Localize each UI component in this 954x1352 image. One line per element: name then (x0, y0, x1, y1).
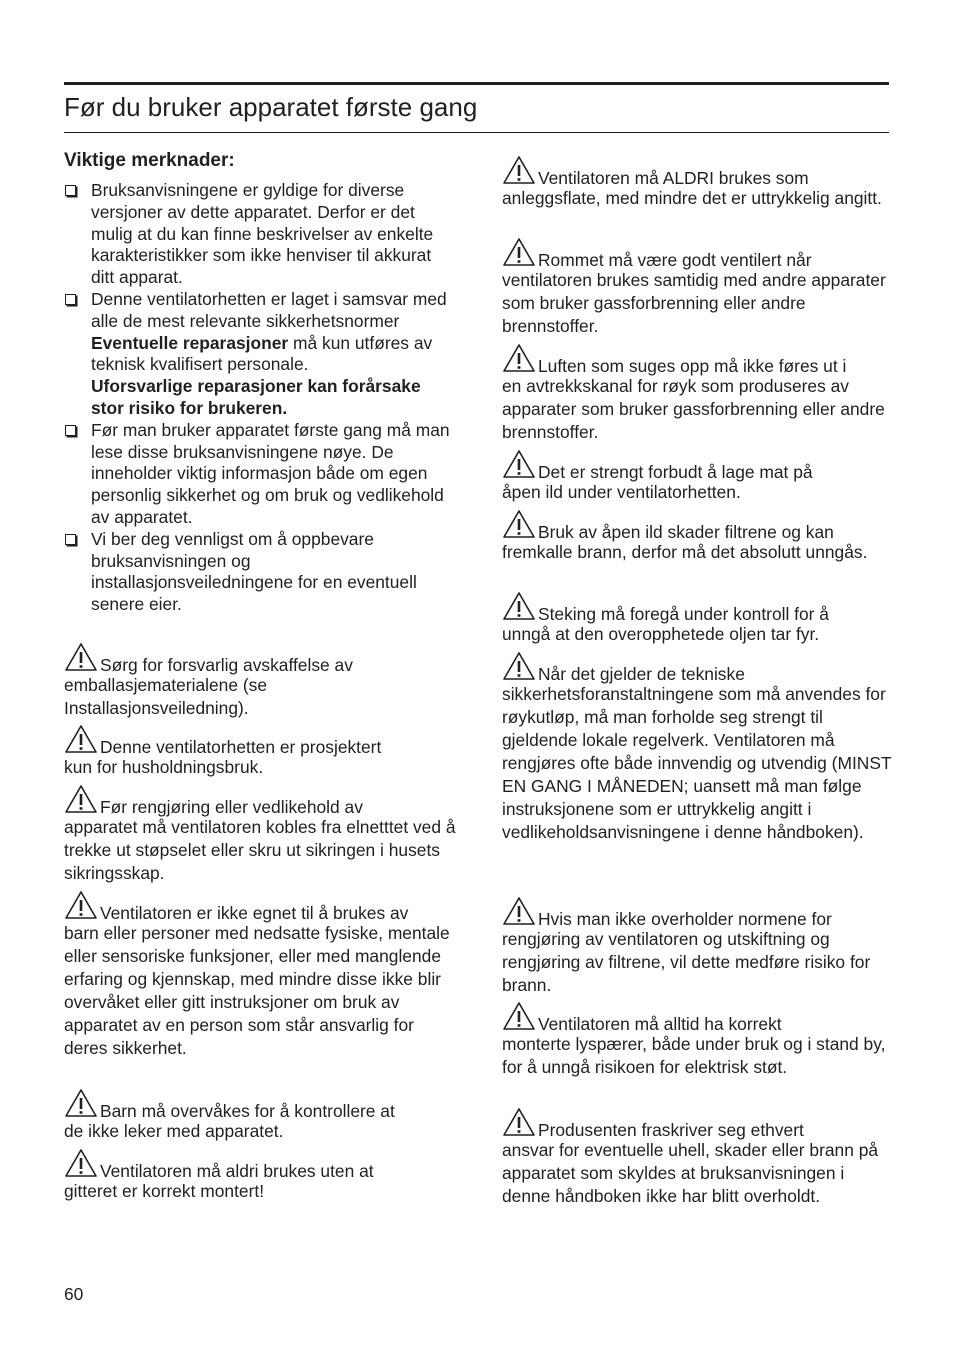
list-item (64, 289, 456, 420)
list-item-bold: Uforsvarlige reparasjoner kan forårsake stor risiko for brukeren. (91, 376, 421, 418)
page-title: Før du bruker apparatet første gang (64, 92, 478, 122)
warning-text: sikkerhetsforanstaltningene som må anvendes for røykutløp, må man forholde seg strengt til gjeldende lokale regelverk. Ventilatoren må rengjøres ofte både innvendig og utvendig (MINST EN GANG I MÅNEDEN; uansett må man følge instruksjonene som er uttrykkelig angitt i vedlikeholdsanvisningene i denne håndboken). (502, 684, 892, 842)
warning-triangle-icon (64, 784, 98, 814)
warning-text: Før rengjøring eller vedlikehold av (100, 797, 363, 817)
list-item (64, 420, 456, 529)
warning-text: åpen ild under ventilatorhetten. (502, 482, 741, 502)
warning-text: monterte lyspærer, både under bruk og i stand by, for å unngå risikoen for elektrisk støt. (502, 1034, 886, 1077)
warning-text: Ventilatoren må aldri brukes uten at (100, 1161, 374, 1181)
warning-triangle-icon (64, 1148, 98, 1178)
warning-text: Steking må foregå under kontroll for å (538, 604, 829, 624)
list-item-text: Bruksanvisningene er gyldige for diverse versjoner av dette apparatet. Derfor er det mulig at du kan finne beskrivelser av enkelte karakteristikker som ikke henviser til akkurat ditt apparat. (91, 180, 434, 288)
warning-triangle-icon (502, 591, 536, 621)
warning-text: unngå at den overopphetede oljen tar fyr. (502, 624, 820, 644)
warning-text: Produsenten fraskriver seg ethvert (538, 1120, 804, 1140)
list-item-text: må kun utføres av teknisk kvalifisert personale. (91, 332, 433, 375)
warning-text: kun for husholdningsbruk. (64, 757, 264, 777)
warning-block (64, 1088, 456, 1143)
warning-block (502, 896, 894, 997)
list-item-bold: Eventuelle reparasjoner (91, 332, 289, 353)
warning-text: Denne ventilatorhetten er prosjektert (100, 737, 382, 757)
header-rule-top (64, 82, 889, 85)
warning-block (64, 642, 456, 720)
warning-block (502, 449, 894, 504)
warning-block (64, 784, 456, 885)
warning-text: ventilatoren brukes samtidig med andre apparater som bruker gassforbrenning eller andre brennstoffer. (502, 270, 886, 336)
warning-text: Bruk av åpen ild skader filtrene og kan (538, 522, 834, 542)
warning-text: Når det gjelder de tekniske (538, 664, 745, 684)
warning-block (64, 1148, 456, 1203)
warning-text: Ventilatoren må alltid ha korrekt (538, 1014, 782, 1034)
warning-block (502, 591, 894, 646)
warning-block (502, 651, 894, 844)
header-rule-bottom (64, 132, 889, 133)
warning-triangle-icon (502, 155, 536, 185)
list-item (64, 180, 456, 289)
warning-text: emballasjematerialene (se Installasjonsveiledning). (64, 675, 267, 718)
checkbox-bullet-icon (65, 425, 76, 436)
warning-text: Hvis man ikke overholder normene for (538, 909, 832, 929)
warning-text: rengjøring av ventilatoren og utskiftning og rengjøring av filtrene, vil dette medføre risiko for brann. (502, 929, 871, 995)
checkbox-bullet-icon (65, 534, 76, 545)
notes-list (64, 180, 456, 616)
warning-text: barn eller personer med nedsatte fysiske, mentale eller sensoriske funksjoner, eller med manglende erfaring og kjennskap, med mindre disse ikke blir overvåket eller gitt instruksjoner om bruk av apparatet av en person som står ansvarlig for deres sikkerhet. (64, 923, 450, 1058)
warning-triangle-icon (64, 890, 98, 920)
warning-triangle-icon (502, 343, 536, 373)
warning-triangle-icon (502, 237, 536, 267)
warning-text: Ventilatoren må ALDRI brukes som (538, 168, 809, 188)
warning-block (502, 155, 894, 210)
warning-text: Det er strengt forbudt å lage mat på (538, 462, 813, 482)
warning-text: Ventilatoren er ikke egnet til å brukes av (100, 903, 409, 923)
warning-text: ansvar for eventuelle uhell, skader eller brann på apparatet som skyldes at bruksanvisningen i denne håndboken ikke har blitt overholdt. (502, 1140, 879, 1206)
warning-text: en avtrekkskanal for røyk som produseres av apparater som bruker gassforbrenning eller andre brennstoffer. (502, 376, 885, 442)
warning-triangle-icon (64, 724, 98, 754)
warning-block (502, 509, 894, 564)
warning-triangle-icon (502, 1001, 536, 1031)
section-heading: Viktige merknader: (64, 150, 235, 171)
list-item-text: Denne ventilatorhetten er laget i samsvar med alle de mest relevante sikkerhetsnormer (91, 288, 447, 331)
warning-text: anleggsflate, med mindre det er uttrykkelig angitt. (502, 188, 882, 208)
warning-triangle-icon (64, 1088, 98, 1118)
warning-triangle-icon (64, 642, 98, 672)
warning-triangle-icon (502, 651, 536, 681)
list-item (64, 529, 456, 616)
warning-block (502, 237, 894, 338)
checkbox-bullet-icon (65, 294, 76, 305)
warning-triangle-icon (502, 896, 536, 926)
warning-block (502, 1001, 894, 1079)
list-item-text: Før man bruker apparatet første gang må man lese disse bruksanvisningene nøye. De inneholder viktig informasjon både om egen personlig sikkerhet og om bruk og vedlikehold av apparatet. (91, 419, 450, 527)
checkbox-bullet-icon (65, 185, 76, 196)
warning-block (64, 724, 456, 779)
warning-text: Luften som suges opp må ikke føres ut i (538, 356, 847, 376)
warning-block (64, 890, 456, 1060)
warning-triangle-icon (502, 509, 536, 539)
warning-text: gitteret er korrekt montert! (64, 1181, 265, 1201)
warning-text: Rommet må være godt ventilert når (538, 250, 812, 270)
warning-text: Barn må overvåkes for å kontrollere at (100, 1101, 395, 1121)
warning-triangle-icon (502, 449, 536, 479)
warning-text: fremkalle brann, derfor må det absolutt unngås. (502, 542, 868, 562)
warning-text: Sørg for forsvarlig avskaffelse av (100, 655, 353, 675)
warning-text: de ikke leker med apparatet. (64, 1121, 284, 1141)
list-item-text: Vi ber deg vennligst om å oppbevare bruksanvisningen og installasjonsveiledningene for en eventuell senere eier. (91, 528, 417, 615)
warning-block (502, 1107, 894, 1208)
warning-block (502, 343, 894, 444)
page-number: 60 (64, 1284, 84, 1304)
warning-text: apparatet må ventilatoren kobles fra elnetttet ved å trekke ut støpselet eller skru ut sikringen i husets sikringsskap. (64, 817, 456, 883)
warning-triangle-icon (502, 1107, 536, 1137)
